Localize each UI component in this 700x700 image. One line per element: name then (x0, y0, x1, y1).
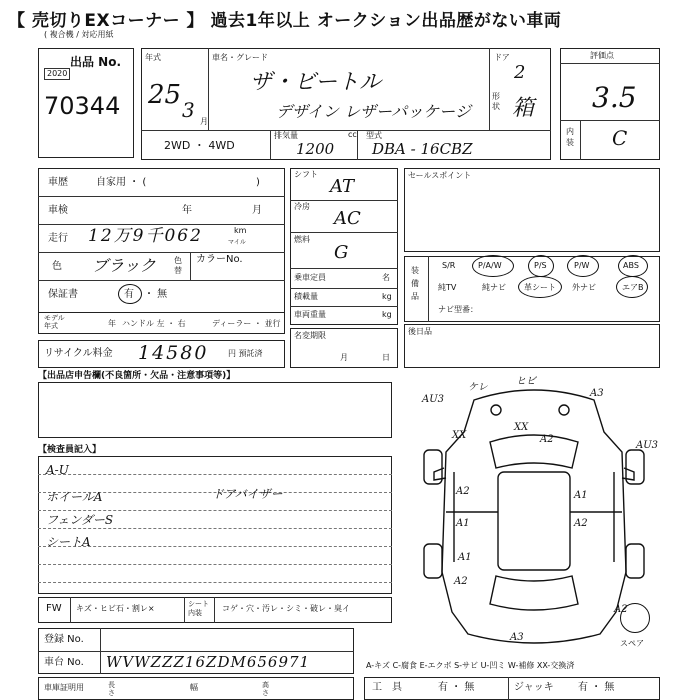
displacement-unit: cc (348, 130, 357, 139)
equip-ps: P/S (534, 261, 547, 270)
banner (0, 0, 700, 30)
mark-xx-center: XX (514, 422, 529, 433)
color-label: 色 (52, 261, 62, 272)
title-change-month: 月 (340, 353, 348, 362)
cert-length: 長さ (108, 681, 115, 697)
inspector-line-2: ホイールA (46, 490, 103, 504)
recycle-value: 14580 (138, 342, 209, 364)
warranty-no: ・ 無 (144, 289, 168, 300)
mark-a2-left: A2 (456, 486, 470, 497)
recycle-unit: 円 預託済 (228, 349, 263, 358)
capacity-label: 乗車定員 (294, 273, 326, 282)
tools-label: 工具 (372, 682, 412, 693)
equip-leather-circle (518, 276, 562, 298)
title-change-label: 名変期限 (294, 331, 326, 340)
mark-kere: ケレ (468, 382, 488, 393)
inspector-line-3: フェンダーS (46, 513, 114, 527)
model-year-unit: 年 (108, 319, 116, 328)
handle-value: ハンドル 左 ・ 右 (122, 319, 186, 328)
damage-legend: A-キズ C-腐食 E-エクボ S-サビ U-凹ミ W-補修 XX-交換済 (366, 661, 575, 670)
warranty-label: 保証書 (48, 289, 78, 300)
after-items-label: 後日品 (408, 327, 432, 336)
inspector-label: 【検査員記入】 (38, 445, 102, 455)
after-items-box (404, 324, 660, 368)
inspector-right-note: ドアバイザー (212, 487, 283, 501)
banner-text: 【 売切りEXコーナー 】 過去1年以上 オークション出品歴がない車両 (8, 11, 562, 31)
mark-a1-lower: A1 (458, 552, 472, 563)
shape-label: 形状 (492, 92, 500, 111)
color-no-label: カラーNo. (196, 254, 243, 265)
usage-end: ) (256, 177, 260, 188)
shaken-label: 車検 (48, 205, 68, 216)
seat-label: シート内装 (188, 600, 209, 617)
mileage-km: km (234, 226, 247, 235)
recycle-label: リサイクル料金 (44, 348, 113, 359)
fuel-label: 燃料 (294, 235, 310, 244)
ac-value: AC (334, 208, 361, 229)
equip-leather: 革シート (524, 283, 556, 292)
year-value: 25 (148, 80, 182, 110)
equip-ps-circle (528, 255, 554, 277)
mark-a2-right: A2 (574, 518, 588, 529)
mark-a3-top: A3 (590, 388, 604, 399)
reg-label: 登録 No. (44, 634, 84, 645)
displacement-value: 1200 (296, 140, 335, 158)
sales-point-box (404, 168, 660, 252)
mileage-mile: マイル (228, 239, 246, 246)
mark-a3-rear: A3 (510, 632, 524, 643)
lot-number: 70344 (44, 92, 121, 120)
model-year-label: モデル年式 (44, 314, 65, 330)
jack-options: 有 ・ 無 (578, 682, 615, 693)
seller-note-label: 【出品店申告欄(不良箇所・欠品・注意事項等)】 (38, 371, 236, 381)
form-note: ( 複合機 / 対応用紙 (44, 30, 114, 39)
seller-note-box (38, 382, 392, 438)
equip-tv: 純TV (438, 283, 457, 292)
weight-unit: kg (382, 310, 392, 319)
displacement-label: 排気量 (274, 131, 298, 140)
year-label: 年式 (145, 53, 161, 62)
warranty-yes: 有 (124, 289, 134, 300)
name-label: 車名・グレード (212, 53, 268, 62)
interior-value: C (612, 126, 628, 150)
interior-label: 内装 (566, 127, 574, 147)
mark-au3-right: AU3 (636, 440, 659, 451)
load-label: 積載量 (294, 292, 318, 301)
equip-airbag: エアB (622, 283, 644, 292)
fuel-value: G (334, 242, 349, 263)
mileage-label: 走行 (48, 233, 68, 244)
mark-hibi: ヒビ (516, 376, 536, 387)
drive-type: 2WD ・ 4WD (164, 139, 235, 152)
load-unit: kg (382, 292, 392, 301)
jack-label: ジャッキ (514, 682, 554, 693)
shaken-year: 年 (182, 205, 192, 216)
doors-label: ドア (494, 53, 510, 62)
equipment-label: 装備品 (411, 266, 419, 301)
tools-options: 有 ・ 無 (438, 682, 475, 693)
car-name: ザ・ビートル (250, 70, 382, 95)
dealer-value: ディーラー ・ 並行 (212, 319, 281, 328)
equip-airbag-circle (616, 276, 648, 298)
month-value: 3 (182, 98, 195, 122)
title-change-day: 日 (382, 353, 390, 362)
shift-label: シフト (294, 170, 318, 179)
vin-label: 車台 No. (44, 657, 84, 668)
inspector-line-4: シートA (46, 535, 91, 549)
weight-label: 車両重量 (294, 310, 326, 319)
equip-navi: 純ナビ (482, 283, 506, 292)
lot-label: 出品 No. (70, 55, 122, 69)
car-damage-diagram (404, 372, 664, 654)
mark-au3-left: AU3 (422, 394, 445, 405)
cert-height: 高さ (262, 681, 269, 697)
shift-value: AT (330, 176, 355, 197)
shape-value: 箱 (512, 96, 535, 121)
seat-items: コゲ・穴・汚レ・シミ・破レ・臭イ (222, 604, 350, 613)
fw-label: FW (46, 603, 62, 614)
mark-a1-left: A1 (456, 518, 470, 529)
capacity-unit: 名 (382, 273, 390, 282)
model-label: 型式 (366, 131, 382, 140)
usage-label: 車歴 (48, 177, 68, 188)
equip-abs-circle (618, 255, 648, 277)
score-value: 3.5 (592, 81, 637, 114)
mileage-value: 12万9千062 (88, 226, 203, 246)
equip-pw-circle (567, 255, 599, 277)
lot-year-tag: 2020 (44, 68, 70, 80)
mark-a2-top: A2 (540, 434, 554, 445)
equip-ext-navi: 外ナビ (572, 283, 596, 292)
ac-label: 冷房 (294, 202, 310, 211)
navi-model-label: ナビ型番： (438, 305, 478, 314)
fw-items: キズ・ヒビ石・割レ× (76, 604, 155, 613)
equip-sr: S/R (442, 261, 456, 270)
sales-point-label: セールスポイント (408, 171, 472, 180)
equip-paw: P/A/W (478, 261, 502, 270)
mark-xx-left: XX (452, 430, 467, 441)
doors-value: 2 (514, 62, 526, 83)
spare-label: スペア (620, 639, 644, 648)
mark-a2-rear-left: A2 (454, 576, 468, 587)
model-value: DBA - 16CBZ (372, 140, 473, 158)
mark-a1-right: A1 (574, 490, 588, 501)
color-change: 色替 (174, 256, 182, 275)
month-unit: 月 (200, 117, 208, 126)
warranty-circle (118, 284, 142, 304)
equip-abs: ABS (623, 261, 639, 270)
usage-value: 自家用 ・ ( (96, 177, 147, 188)
cert-width: 幅 (190, 683, 198, 692)
inspector-line-1: A-U (46, 463, 69, 477)
equip-pw: P/W (574, 261, 590, 270)
shaken-month: 月 (252, 205, 262, 216)
cert-label: 車庫証明用 (44, 683, 84, 692)
mark-a2-rear-right: A2 (614, 604, 628, 615)
equip-paw-circle (472, 255, 514, 277)
vin-value: WVWZZZ16ZDM656971 (106, 653, 311, 671)
color-value: ブラック (92, 256, 156, 275)
car-grade: デザイン レザーパッケージ (276, 102, 471, 121)
score-label: 評価点 (590, 51, 614, 60)
